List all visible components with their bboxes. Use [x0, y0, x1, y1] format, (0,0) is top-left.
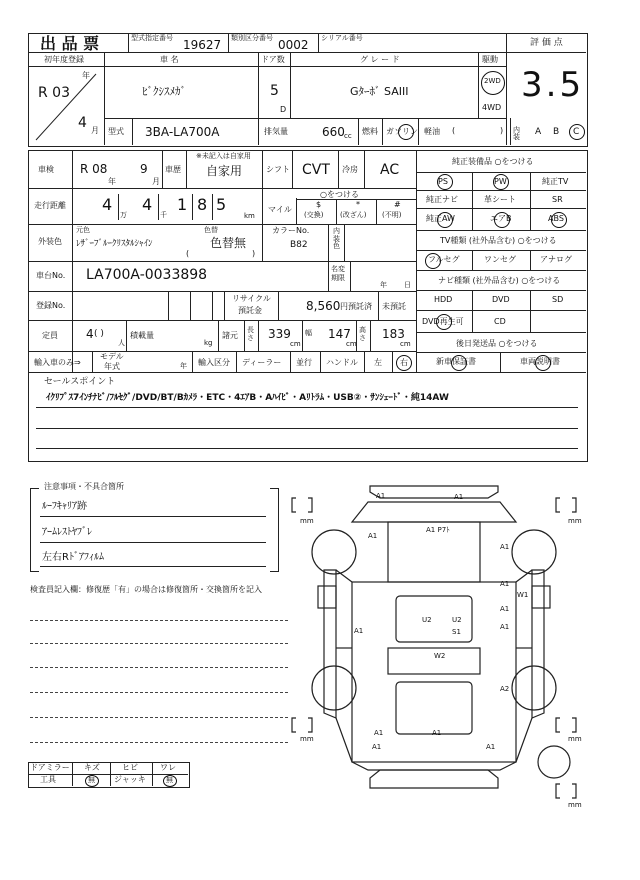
color-no-label: カラーNo. [272, 226, 310, 235]
diag-mm-1: mm [300, 517, 314, 525]
chassis-label: 車台No. [36, 271, 66, 280]
capacity-unit: 人 [118, 339, 125, 347]
height-unit: cm [400, 340, 411, 348]
fuel-diesel: 軽油 [424, 127, 440, 136]
note-2: ｱｰﾑﾚｽﾄﾔﾌﾞﾚ [42, 527, 92, 538]
mileage-sen: 千 [160, 211, 167, 219]
car-name: ﾋﾞｸｼｽﾒｶﾞ [142, 85, 186, 98]
inspection-year-unit: 年 [108, 177, 116, 186]
legend-tool-value: 無 [88, 776, 95, 784]
form-title: 出 品 票 [40, 34, 100, 53]
sales-label: セールスポイント [44, 377, 116, 387]
shift-value: CVT [302, 162, 330, 178]
fuel-gas: ガソリン [386, 127, 418, 136]
later-manual: 車両説明書 [520, 357, 560, 366]
legend-crack: ヒビ [122, 763, 138, 772]
tv-oneseg: ワンセグ [484, 255, 516, 264]
tv-analog: アナログ [540, 255, 572, 264]
diag-label-11: U2 [452, 616, 462, 624]
diag-label-19: A1 [486, 743, 496, 751]
equip-aw: 純正AW [426, 214, 455, 223]
model-year-label2: 年式 [104, 362, 120, 371]
diag-label-18: A1 [372, 743, 382, 751]
month-unit: 月 [91, 126, 99, 135]
fuel-label: 燃料 [362, 127, 378, 136]
interior-c-circle [569, 124, 585, 140]
equip-pw-circle [493, 174, 509, 190]
diag-label-15: A2 [500, 685, 510, 693]
circle-note: ○をつける [320, 190, 359, 199]
drive-2wd: 2WD [484, 77, 501, 85]
inspection-month-unit: 月 [152, 177, 160, 186]
color-no-value: B82 [290, 240, 308, 250]
displacement-unit: cc [344, 132, 352, 140]
equip-pw: PW [494, 177, 507, 186]
genuine-title: 純正装備品 ○をつける [452, 157, 534, 166]
width-unit: cm [346, 340, 357, 348]
navi-title: ナビ種類 (社外品含む) ○をつける [438, 276, 561, 285]
recycle-value: 8,560 [306, 299, 341, 313]
dim-label: 諸元 [222, 331, 238, 340]
notes-bracket-right [270, 488, 279, 572]
mileage-digit-2: 4 [142, 195, 153, 214]
class-label: 類別区分番号 [231, 34, 273, 42]
original-color-label: 元色 [76, 226, 90, 234]
equip-ps: PS [438, 177, 448, 186]
parallel-label: 並行 [296, 358, 312, 367]
legend-jack-circle [163, 775, 177, 787]
legend-break: ワレ [160, 763, 176, 772]
import-label: 輸入車のみ⇒ [34, 358, 81, 367]
mile-label: マイル [268, 205, 292, 214]
history-label: 車歴 [165, 165, 181, 174]
inspection-label: 車検 [38, 165, 54, 174]
opt2-sub: (改ざん) [340, 211, 367, 219]
doors-label: ドア数 [261, 55, 285, 64]
navi-dvd-play-circle [436, 314, 452, 330]
fuel-paren-close: ) [500, 126, 504, 135]
repaint-paren-close: ) [252, 249, 256, 258]
first-reg-label: 初年度登録 [44, 55, 84, 64]
notes-title: 注意事項・不具合箇所 [44, 482, 124, 491]
doors-value: 5 [270, 83, 279, 99]
inspector-label: 検査員記入欄：修復歴「有」の場合は修復箇所・交換箇所を記入 [30, 585, 262, 594]
model-year-unit: 年 [180, 362, 187, 370]
diag-label-14: W2 [434, 652, 446, 660]
recycle-unpaid: 未預託 [382, 302, 406, 311]
recycle-unit: 円預託済 [340, 302, 372, 311]
legend-jack: ジャッキ [114, 775, 146, 784]
diag-label-6: A1 [500, 580, 510, 588]
navi-sd: SD [552, 295, 564, 304]
legend-jack-value: 無 [166, 776, 173, 784]
navi-hdd: HDD [434, 295, 453, 304]
score-value: 3.5 [521, 65, 585, 105]
later-manual-circle [535, 355, 551, 371]
history-value: 自家用 [206, 164, 243, 178]
later-warranty-circle [451, 355, 467, 371]
model-year-label: モデル [100, 352, 124, 361]
fuel-paren: ( [452, 126, 456, 135]
mileage-unit: km [244, 212, 255, 220]
model-value: 3BA-LA700A [145, 125, 220, 139]
repaint-label: 色替 [204, 226, 218, 234]
diag-label-5: A1 [500, 543, 510, 551]
height-label: 高さ [359, 326, 366, 343]
month-value: 4 [78, 115, 87, 131]
displacement-label: 排気量 [264, 127, 288, 136]
legend-tool-circle [85, 775, 99, 787]
recycle-label: リサイクル [232, 294, 271, 303]
diag-label-17: A1 [432, 729, 442, 737]
opt2: * [356, 200, 360, 209]
cert-value: 19627 [183, 38, 222, 52]
diag-label-8: A1 [500, 605, 510, 613]
repaint-paren: ( [186, 249, 190, 258]
length-value: 339 [268, 327, 291, 341]
doors-d: D [280, 105, 287, 114]
interior-c: C [573, 127, 580, 137]
mileage-digit-3: 1 [177, 195, 188, 214]
drive-4wd: 4WD [482, 103, 502, 112]
legend-mirror: ドアミラー [30, 763, 70, 772]
capacity-value: 4 [86, 327, 94, 341]
diag-mm-5: mm [568, 801, 582, 809]
equip-airbag: エアB [490, 214, 512, 223]
tv-fullseg-circle [425, 253, 441, 269]
opt3: # [394, 200, 401, 209]
diag-mm-3: mm [300, 735, 314, 743]
eval-label: 評 価 点 [530, 38, 563, 48]
later-title: 後日発送品 ○をつける [456, 339, 538, 348]
diag-label-7: W1 [517, 591, 529, 599]
load-label: 積載量 [130, 331, 154, 340]
drive-label: 駆動 [482, 55, 498, 64]
capacity-paren: ( ) [94, 329, 104, 339]
interior-label: 内 装 [513, 126, 520, 141]
repaint-value: 色替無 [210, 236, 247, 250]
diag-label-12: S1 [452, 628, 461, 636]
right-circle [396, 355, 412, 371]
equip-ps-circle [437, 174, 453, 190]
era-year: R 03 [38, 85, 70, 101]
left-label: 左 [374, 358, 382, 367]
navi-cd: CD [494, 317, 506, 326]
name-change-year: 年 [380, 281, 387, 289]
diag-label-3: A1 [368, 532, 378, 540]
grade-label: グ レ ー ド [360, 55, 400, 64]
import-class-label: 輸入区分 [198, 358, 230, 367]
tv-title: TV種類 (社外品含む) ○をつける [440, 236, 557, 245]
diag-label-16: A1 [374, 729, 384, 737]
length-label: 長さ [247, 326, 254, 343]
name-change-day: 日 [404, 281, 411, 289]
diag-label-13: A1 [500, 623, 510, 631]
note-3: 左右Rﾄﾞｱﾌｨﾙﾑ [42, 552, 104, 563]
equip-sr: SR [552, 195, 563, 204]
diag-label-1: A1 [376, 492, 386, 500]
history-note: ※未記入は自家用 [196, 152, 251, 160]
chassis-value: LA700A-0033898 [86, 267, 208, 283]
interior-b: B [553, 127, 560, 137]
notes-bracket-left [30, 488, 39, 572]
model-label: 型式 [108, 127, 124, 136]
inspection-era: R 08 [80, 162, 108, 176]
equip-abs-circle [551, 212, 567, 228]
capacity-label: 定員 [42, 331, 58, 340]
serial-label: シリアル番号 [321, 34, 363, 42]
diag-label-10: U2 [422, 616, 432, 624]
equip-abs: ABS [548, 214, 564, 223]
equip-aw-circle [437, 212, 453, 228]
mileage-digit-4: 8 [197, 195, 208, 214]
grade-value: Gﾀｰﾎﾞ SAIII [350, 85, 409, 98]
shift-label: シフト [266, 165, 290, 174]
interior-a: A [535, 127, 542, 137]
equip-tv: 純正TV [542, 177, 569, 186]
name-label: 車 名 [160, 55, 179, 64]
fuel-gas-circle [398, 124, 414, 140]
diag-mm-2: mm [568, 517, 582, 525]
mileage-digit-1: 4 [102, 195, 113, 214]
width-value: 147 [328, 327, 351, 341]
diag-mm-4: mm [568, 735, 582, 743]
legend-tool: 工具 [40, 775, 56, 784]
displacement-value: 660 [322, 125, 345, 139]
interior-color-label: 内装色 [333, 227, 340, 251]
opt1: $ [316, 200, 322, 209]
load-unit: kg [204, 339, 213, 347]
right-label: 右 [400, 358, 408, 367]
opt1-sub: (交換) [304, 211, 324, 219]
ac-label: 冷房 [342, 165, 358, 174]
equip-airbag-circle [494, 212, 510, 228]
handle-label: ハンドル [326, 358, 358, 367]
width-label: 幅 [305, 329, 312, 337]
navi-dvd-play: DVD再生可 [422, 317, 464, 326]
mileage-label: 走行距離 [34, 201, 66, 210]
name-change-label: 名変期限 [331, 265, 345, 283]
equip-navi: 純正ナビ [426, 195, 458, 204]
equip-leather: 革シート [484, 195, 516, 204]
diag-label-4: A1 P7ﾄ [426, 526, 450, 534]
dealer-label: ディーラー [242, 358, 282, 367]
tv-fullseg: フルセグ [428, 255, 460, 264]
reg-no-label: 登録No. [36, 301, 66, 310]
opt3-sub: (不明) [382, 211, 402, 219]
sales-line1: ｲｸﾘﾌﾟｽ7ｲﾝﾁﾅﾋﾞ/ﾌﾙｾｸﾞ/DVD/BT/Bｶﾒﾗ・ETC・4ｴｱB・Aﾊｲﾋﾞ・Aﾘﾄﾗﾑ・USB②・ｻﾝｼｪｰﾄﾞ・純14AW [46, 393, 449, 403]
cert-label: 型式指定番号 [131, 34, 173, 42]
mileage-man: 万 [120, 211, 127, 219]
inspection-month: 9 [140, 162, 148, 176]
recycle-label2: 預託金 [238, 306, 262, 315]
diag-label-9: A1 [354, 627, 364, 635]
year-unit: 年 [82, 71, 90, 80]
legend-scratch: キズ [84, 763, 100, 772]
class-value: 0002 [278, 38, 309, 52]
ac-value: AC [380, 162, 400, 178]
original-color-value: ﾚｻﾞｰﾌﾞﾙｰｸﾘｽﾀﾙｼｬｲﾝ [76, 239, 153, 249]
note-1: ﾙｰﾌｷｬﾘｱ跡 [42, 501, 87, 512]
diag-label-2: A1 [454, 493, 464, 501]
mileage-digit-5: 5 [216, 195, 227, 214]
height-value: 183 [382, 327, 405, 341]
later-warranty: 新車保証書 [436, 357, 476, 366]
color-label: 外装色 [38, 237, 62, 246]
navi-dvd: DVD [492, 295, 510, 304]
length-unit: cm [290, 340, 301, 348]
